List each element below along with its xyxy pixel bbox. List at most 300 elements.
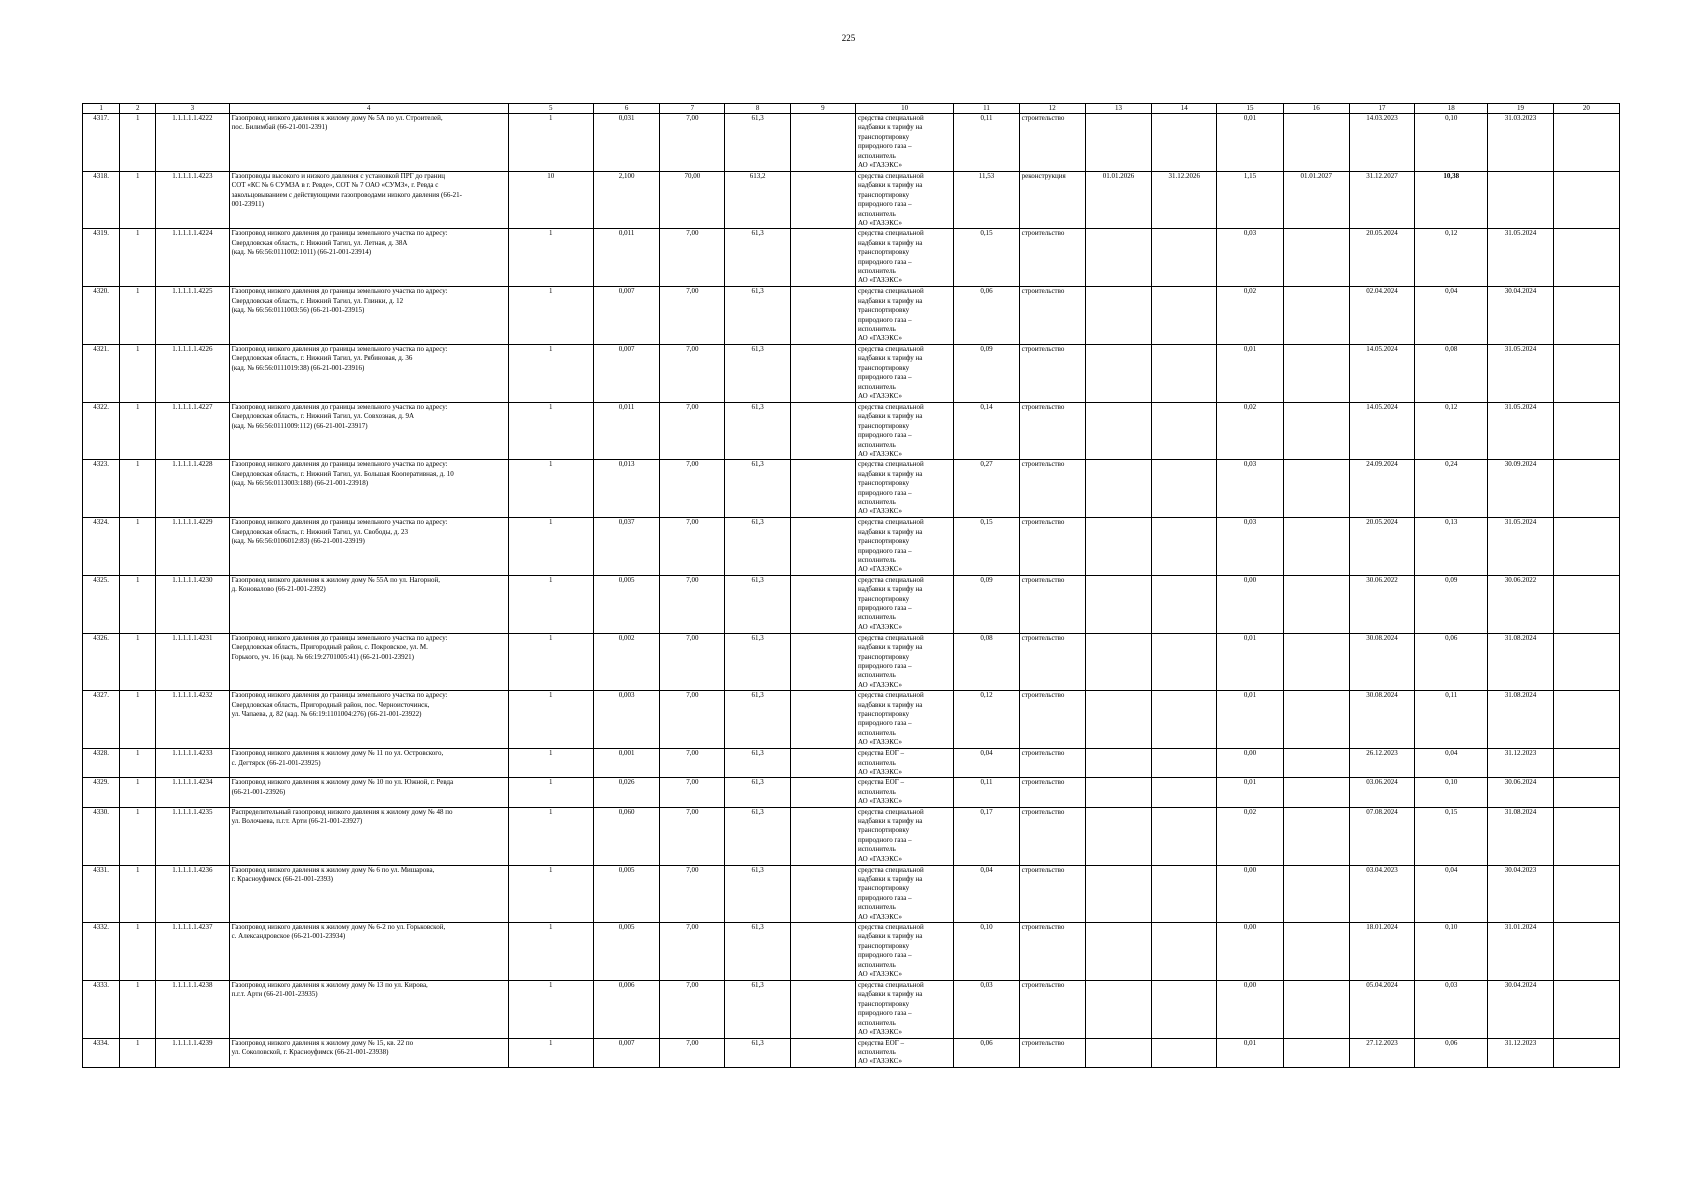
row-number: 4330. [83, 807, 120, 865]
col-9-value [790, 114, 855, 172]
col-20-value [1553, 172, 1619, 229]
table-row [83, 691, 1620, 749]
project-code: 1.1.1.1.1.4234 [156, 778, 229, 807]
col-5-value: 1 [508, 287, 593, 344]
work-type: строительство [1019, 778, 1085, 807]
col-15-value: 0,02 [1217, 807, 1283, 865]
start-date-1 [1085, 981, 1151, 1038]
completion-date: 31.12.2023 [1488, 749, 1553, 778]
col-15-value: 0,02 [1217, 287, 1283, 344]
column-number-7: 7 [660, 104, 725, 114]
start-date-2 [1283, 344, 1349, 402]
funding-source: средства специальной надбавки к тарифу на транспортировку природного газа – исполнитель АО «ГАЗЭКС» [855, 344, 953, 402]
completion-date: 30.09.2024 [1488, 460, 1553, 518]
col-5-value: 1 [508, 402, 593, 459]
work-type: строительство [1019, 402, 1085, 459]
col-18-value: 0,12 [1415, 229, 1488, 287]
column-number-13: 13 [1085, 104, 1151, 114]
end-date-1 [1152, 344, 1217, 402]
column-number-14: 14 [1152, 104, 1217, 114]
col-20-value [1553, 518, 1619, 575]
project-description: Газопровод низкого давления к жилому дому № 11 по ул. Островского, с. Дегтярск (66-21-001-23925) [229, 749, 508, 778]
end-date-2: 27.12.2023 [1349, 1038, 1414, 1067]
col-7-value: 7,00 [660, 749, 725, 778]
col-18-value: 0,11 [1415, 691, 1488, 749]
col-5-value: 1 [508, 923, 593, 981]
table-row [83, 778, 1620, 807]
col-9-value [790, 172, 855, 229]
start-date-2 [1283, 402, 1349, 459]
end-date-2: 02.04.2024 [1349, 287, 1414, 344]
funding-source: средства специальной надбавки к тарифу на транспортировку природного газа – исполнитель АО «ГАЗЭКС» [855, 518, 953, 575]
col-7-value: 7,00 [660, 865, 725, 922]
row-number: 4329. [83, 778, 120, 807]
start-date-1 [1085, 402, 1151, 459]
start-date-1 [1085, 691, 1151, 749]
col-7-value: 7,00 [660, 402, 725, 459]
col-2-value: 1 [120, 460, 156, 518]
col-20-value [1553, 344, 1619, 402]
col-7-value: 7,00 [660, 344, 725, 402]
row-number: 4319. [83, 229, 120, 287]
funding-source: средства специальной надбавки к тарифу на транспортировку природного газа – исполнитель АО «ГАЗЭКС» [855, 691, 953, 749]
project-code: 1.1.1.1.1.4225 [156, 287, 229, 344]
project-code: 1.1.1.1.1.4235 [156, 807, 229, 865]
col-15-value: 0,00 [1217, 981, 1283, 1038]
start-date-1 [1085, 807, 1151, 865]
col-2-value: 1 [120, 749, 156, 778]
cost-value: 0,08 [954, 633, 1019, 690]
funding-source: средства ЕОГ – исполнитель АО «ГАЗЭКС» [855, 1038, 953, 1067]
cost-value: 11,53 [954, 172, 1019, 229]
project-description: Газопровод низкого давления к жилому дому № 13 по ул. Кирова, п.г.т. Арти (66-21-001-23935) [229, 981, 508, 1038]
completion-date: 31.05.2024 [1488, 344, 1553, 402]
end-date-2: 14.05.2024 [1349, 344, 1414, 402]
col-18-value: 0,08 [1415, 344, 1488, 402]
col-2-value: 1 [120, 778, 156, 807]
col-5-value: 1 [508, 981, 593, 1038]
col-15-value: 0,01 [1217, 691, 1283, 749]
col-2-value: 1 [120, 518, 156, 575]
funding-source: средства специальной надбавки к тарифу на транспортировку природного газа – исполнитель АО «ГАЗЭКС» [855, 923, 953, 981]
work-type: строительство [1019, 1038, 1085, 1067]
col-8-value: 61,3 [725, 981, 790, 1038]
completion-date: 31.05.2024 [1488, 229, 1553, 287]
project-code: 1.1.1.1.1.4226 [156, 344, 229, 402]
start-date-1 [1085, 865, 1151, 922]
length-value: 0,007 [593, 287, 659, 344]
table-row [83, 981, 1620, 1038]
end-date-1 [1152, 749, 1217, 778]
col-15-value: 0,01 [1217, 114, 1283, 172]
length-value: 0,026 [593, 778, 659, 807]
start-date-1 [1085, 1038, 1151, 1067]
page-number: 225 [841, 33, 856, 43]
column-number-1: 1 [83, 104, 120, 114]
col-5-value: 1 [508, 865, 593, 922]
end-date-1 [1152, 229, 1217, 287]
row-number: 4320. [83, 287, 120, 344]
col-20-value [1553, 749, 1619, 778]
cost-value: 0,11 [954, 114, 1019, 172]
table-row [83, 633, 1620, 690]
start-date-1: 01.01.2026 [1085, 172, 1151, 229]
col-20-value [1553, 575, 1619, 633]
column-number-15: 15 [1217, 104, 1283, 114]
project-description: Газопровод низкого давления до границы земельного участка по адресу: Свердловская область, г. Нижний Тагил, ул. Глинки, д. 12 (кад. № 66:56:0111003:56) (66-21-001-23915) [229, 287, 508, 344]
funding-source: средства специальной надбавки к тарифу на транспортировку природного газа – исполнитель АО «ГАЗЭКС» [855, 981, 953, 1038]
investment-program-table [82, 103, 1620, 1068]
project-code: 1.1.1.1.1.4238 [156, 981, 229, 1038]
length-value: 0,003 [593, 691, 659, 749]
table-row [83, 749, 1620, 778]
col-2-value: 1 [120, 865, 156, 922]
col-8-value: 61,3 [725, 807, 790, 865]
end-date-2: 30.08.2024 [1349, 691, 1414, 749]
col-9-value [790, 287, 855, 344]
col-8-value: 61,3 [725, 923, 790, 981]
col-5-value: 1 [508, 691, 593, 749]
start-date-1 [1085, 229, 1151, 287]
col-15-value: 0,00 [1217, 923, 1283, 981]
funding-source: средства специальной надбавки к тарифу на транспортировку природного газа – исполнитель АО «ГАЗЭКС» [855, 865, 953, 922]
col-9-value [790, 691, 855, 749]
project-code: 1.1.1.1.1.4237 [156, 923, 229, 981]
end-date-1 [1152, 865, 1217, 922]
col-15-value: 0,00 [1217, 865, 1283, 922]
col-15-value: 0,01 [1217, 1038, 1283, 1067]
col-20-value [1553, 114, 1619, 172]
start-date-2 [1283, 633, 1349, 690]
col-8-value: 61,3 [725, 691, 790, 749]
cost-value: 0,10 [954, 923, 1019, 981]
col-20-value [1553, 778, 1619, 807]
col-20-value [1553, 691, 1619, 749]
end-date-2: 05.04.2024 [1349, 981, 1414, 1038]
length-value: 0,007 [593, 1038, 659, 1067]
col-5-value: 1 [508, 778, 593, 807]
length-value: 0,006 [593, 981, 659, 1038]
col-20-value [1553, 229, 1619, 287]
project-description: Газопровод низкого давления до границы земельного участка по адресу: Свердловская область, г. Нижний Тагил, ул. Большая Кооперативная, д. 10 (кад. № 66:56:0113003:188) (66-21-001-23918) [229, 460, 508, 518]
funding-source: средства специальной надбавки к тарифу на транспортировку природного газа – исполнитель АО «ГАЗЭКС» [855, 172, 953, 229]
end-date-1 [1152, 114, 1217, 172]
col-2-value: 1 [120, 172, 156, 229]
project-description: Газопровод низкого давления до границы земельного участка по адресу: Свердловская область, Пригородный район, с. Покровское, ул. М. Горького, уч. 16 (кад. № 66:19:2701005:41) (66-21-001-23921) [229, 633, 508, 690]
col-8-value: 61,3 [725, 287, 790, 344]
start-date-2 [1283, 287, 1349, 344]
project-description: Газопровод низкого давления до границы земельного участка по адресу: Свердловская область, г. Нижний Тагил, ул. Свободы, д. 23 (кад. № 66:56:0106012:83) (66-21-001-23919) [229, 518, 508, 575]
start-date-1 [1085, 749, 1151, 778]
col-5-value: 1 [508, 344, 593, 402]
work-type: строительство [1019, 981, 1085, 1038]
col-15-value: 0,03 [1217, 229, 1283, 287]
funding-source: средства специальной надбавки к тарифу на транспортировку природного газа – исполнитель АО «ГАЗЭКС» [855, 460, 953, 518]
table-row [83, 923, 1620, 981]
row-number: 4333. [83, 981, 120, 1038]
col-15-value: 1,15 [1217, 172, 1283, 229]
col-9-value [790, 402, 855, 459]
end-date-2: 30.08.2024 [1349, 633, 1414, 690]
col-18-value: 0,06 [1415, 633, 1488, 690]
col-2-value: 1 [120, 633, 156, 690]
start-date-2 [1283, 1038, 1349, 1067]
project-code: 1.1.1.1.1.4224 [156, 229, 229, 287]
completion-date: 30.06.2024 [1488, 778, 1553, 807]
table-row [83, 865, 1620, 922]
col-20-value [1553, 981, 1619, 1038]
end-date-1: 31.12.2026 [1152, 172, 1217, 229]
col-18-value: 0,04 [1415, 865, 1488, 922]
end-date-2: 20.05.2024 [1349, 518, 1414, 575]
length-value: 0,011 [593, 402, 659, 459]
col-2-value: 1 [120, 691, 156, 749]
col-8-value: 61,3 [725, 114, 790, 172]
cost-value: 0,03 [954, 981, 1019, 1038]
start-date-1 [1085, 518, 1151, 575]
col-18-value: 0,06 [1415, 1038, 1488, 1067]
col-2-value: 1 [120, 229, 156, 287]
row-number: 4332. [83, 923, 120, 981]
end-date-2: 20.05.2024 [1349, 229, 1414, 287]
col-9-value [790, 633, 855, 690]
table-row [83, 172, 1620, 229]
funding-source: средства специальной надбавки к тарифу на транспортировку природного газа – исполнитель АО «ГАЗЭКС» [855, 114, 953, 172]
col-5-value: 1 [508, 229, 593, 287]
row-number: 4328. [83, 749, 120, 778]
row-number: 4325. [83, 575, 120, 633]
column-number-19: 19 [1488, 104, 1553, 114]
length-value: 0,005 [593, 865, 659, 922]
col-7-value: 7,00 [660, 1038, 725, 1067]
table-row [83, 229, 1620, 287]
completion-date: 30.06.2022 [1488, 575, 1553, 633]
funding-source: средства ЕОГ – исполнитель АО «ГАЗЭКС» [855, 778, 953, 807]
project-code: 1.1.1.1.1.4231 [156, 633, 229, 690]
start-date-1 [1085, 287, 1151, 344]
col-8-value: 61,3 [725, 865, 790, 922]
funding-source: средства специальной надбавки к тарифу на транспортировку природного газа – исполнитель АО «ГАЗЭКС» [855, 807, 953, 865]
col-18-value: 0,09 [1415, 575, 1488, 633]
col-18-value: 0,15 [1415, 807, 1488, 865]
funding-source: средства специальной надбавки к тарифу на транспортировку природного газа – исполнитель АО «ГАЗЭКС» [855, 575, 953, 633]
col-18-value: 0,24 [1415, 460, 1488, 518]
completion-date: 31.08.2024 [1488, 807, 1553, 865]
col-7-value: 7,00 [660, 460, 725, 518]
col-5-value: 1 [508, 460, 593, 518]
start-date-1 [1085, 923, 1151, 981]
col-8-value: 61,3 [725, 633, 790, 690]
column-number-2: 2 [120, 104, 156, 114]
project-code: 1.1.1.1.1.4230 [156, 575, 229, 633]
table-row [83, 807, 1620, 865]
project-description: Газопровод низкого давления к жилому дому № 10 по ул. Южной, г. Ревда (66-21-001-23926) [229, 778, 508, 807]
end-date-2: 18.01.2024 [1349, 923, 1414, 981]
cost-value: 0,14 [954, 402, 1019, 459]
end-date-1 [1152, 402, 1217, 459]
col-5-value: 1 [508, 1038, 593, 1067]
column-number-5: 5 [508, 104, 593, 114]
work-type: реконструкция [1019, 172, 1085, 229]
col-8-value: 61,3 [725, 575, 790, 633]
col-20-value [1553, 1038, 1619, 1067]
col-15-value: 0,02 [1217, 402, 1283, 459]
column-number-12: 12 [1019, 104, 1085, 114]
project-code: 1.1.1.1.1.4223 [156, 172, 229, 229]
col-8-value: 61,3 [725, 229, 790, 287]
project-description: Газопровод низкого давления к жилому дому № 6 по ул. Мишарова, г. Красноуфимск (66-21-001-2393) [229, 865, 508, 922]
column-number-18: 18 [1415, 104, 1488, 114]
project-code: 1.1.1.1.1.4236 [156, 865, 229, 922]
col-9-value [790, 575, 855, 633]
start-date-2 [1283, 865, 1349, 922]
column-number-10: 10 [855, 104, 953, 114]
completion-date: 31.08.2024 [1488, 691, 1553, 749]
end-date-1 [1152, 287, 1217, 344]
completion-date: 30.04.2024 [1488, 287, 1553, 344]
col-9-value [790, 344, 855, 402]
cost-value: 0,09 [954, 344, 1019, 402]
project-description: Распределительный газопровод низкого давления к жилому дому № 48 по ул. Волочаева, п.г.т. Арти (66-21-001-23927) [229, 807, 508, 865]
end-date-2: 14.03.2023 [1349, 114, 1414, 172]
funding-source: средства специальной надбавки к тарифу на транспортировку природного газа – исполнитель АО «ГАЗЭКС» [855, 287, 953, 344]
table-row [83, 1038, 1620, 1067]
col-8-value: 61,3 [725, 344, 790, 402]
length-value: 0,011 [593, 229, 659, 287]
work-type: строительство [1019, 575, 1085, 633]
col-8-value: 61,3 [725, 460, 790, 518]
col-9-value [790, 778, 855, 807]
project-description: Газопровод низкого давления до границы земельного участка по адресу: Свердловская область, г. Нижний Тагил, ул. Летная, д. 38А (кад. № 66:56:0111002:1011) (66-21-001-23914) [229, 229, 508, 287]
end-date-1 [1152, 778, 1217, 807]
end-date-2: 03.04.2023 [1349, 865, 1414, 922]
work-type: строительство [1019, 923, 1085, 981]
col-18-value: 0,04 [1415, 749, 1488, 778]
work-type: строительство [1019, 460, 1085, 518]
end-date-1 [1152, 981, 1217, 1038]
end-date-2: 14.05.2024 [1349, 402, 1414, 459]
row-number: 4334. [83, 1038, 120, 1067]
cost-value: 0,11 [954, 778, 1019, 807]
start-date-1 [1085, 778, 1151, 807]
project-description: Газопровод низкого давления к жилому дому № 5А по ул. Строителей, пос. Билимбай (66-21-001-2391) [229, 114, 508, 172]
funding-source: средства специальной надбавки к тарифу на транспортировку природного газа – исполнитель АО «ГАЗЭКС» [855, 229, 953, 287]
col-15-value: 0,00 [1217, 749, 1283, 778]
completion-date: 31.08.2024 [1488, 633, 1553, 690]
work-type: строительство [1019, 633, 1085, 690]
col-7-value: 70,00 [660, 172, 725, 229]
work-type: строительство [1019, 749, 1085, 778]
completion-date: 31.05.2024 [1488, 518, 1553, 575]
project-description: Газопровод низкого давления к жилому дому № 15, кв. 22 по ул. Соколовской, г. Красноуфимск (66-21-001-23938) [229, 1038, 508, 1067]
col-18-value: 0,12 [1415, 402, 1488, 459]
start-date-2 [1283, 807, 1349, 865]
end-date-1 [1152, 633, 1217, 690]
col-5-value: 1 [508, 518, 593, 575]
end-date-1 [1152, 807, 1217, 865]
table-row [83, 460, 1620, 518]
col-20-value [1553, 807, 1619, 865]
table-row [83, 344, 1620, 402]
project-code: 1.1.1.1.1.4227 [156, 402, 229, 459]
length-value: 0,007 [593, 344, 659, 402]
col-2-value: 1 [120, 807, 156, 865]
col-20-value [1553, 865, 1619, 922]
col-2-value: 1 [120, 575, 156, 633]
col-7-value: 7,00 [660, 691, 725, 749]
length-value: 0,001 [593, 749, 659, 778]
col-5-value: 1 [508, 114, 593, 172]
cost-value: 0,06 [954, 1038, 1019, 1067]
row-number: 4331. [83, 865, 120, 922]
start-date-2 [1283, 749, 1349, 778]
column-number-8: 8 [725, 104, 790, 114]
cost-value: 0,09 [954, 575, 1019, 633]
row-number: 4327. [83, 691, 120, 749]
end-date-1 [1152, 691, 1217, 749]
length-value: 0,005 [593, 923, 659, 981]
col-8-value: 61,3 [725, 778, 790, 807]
col-8-value: 613,2 [725, 172, 790, 229]
col-20-value [1553, 923, 1619, 981]
end-date-1 [1152, 923, 1217, 981]
col-7-value: 7,00 [660, 518, 725, 575]
project-description: Газопроводы высокого и низкого давления с установкой ПРГ до границ СОТ «КС № 6 СУМЗА в г. Ревде», СОТ № 7 ОАО «СУМЗ», г. Ревда с закольцовыванием с действующими газопроводами низкого давления (66-21- 001-23911) [229, 172, 508, 229]
start-date-2 [1283, 114, 1349, 172]
project-description: Газопровод низкого давления к жилому дому № 6-2 по ул. Горьковской, с. Александровское (66-21-001-23934) [229, 923, 508, 981]
row-number: 4324. [83, 518, 120, 575]
work-type: строительство [1019, 691, 1085, 749]
project-description: Газопровод низкого давления до границы земельного участка по адресу: Свердловская область, Пригородный район, пос. Черноисточинск, ул. Чапаева, д. 82 (кад. № 66:19:1101004:276) (66-21-001-23922) [229, 691, 508, 749]
row-number: 4323. [83, 460, 120, 518]
length-value: 0,002 [593, 633, 659, 690]
start-date-2 [1283, 518, 1349, 575]
col-9-value [790, 1038, 855, 1067]
cost-value: 0,27 [954, 460, 1019, 518]
col-9-value [790, 460, 855, 518]
col-9-value [790, 518, 855, 575]
col-5-value: 1 [508, 575, 593, 633]
cost-value: 0,06 [954, 287, 1019, 344]
project-code: 1.1.1.1.1.4222 [156, 114, 229, 172]
start-date-1 [1085, 633, 1151, 690]
cost-value: 0,15 [954, 229, 1019, 287]
start-date-1 [1085, 114, 1151, 172]
col-18-value: 0,03 [1415, 981, 1488, 1038]
col-2-value: 1 [120, 402, 156, 459]
project-code: 1.1.1.1.1.4239 [156, 1038, 229, 1067]
col-18-value: 0,10 [1415, 923, 1488, 981]
work-type: строительство [1019, 344, 1085, 402]
length-value: 0,060 [593, 807, 659, 865]
start-date-1 [1085, 575, 1151, 633]
col-15-value: 0,01 [1217, 633, 1283, 690]
project-code: 1.1.1.1.1.4232 [156, 691, 229, 749]
length-value: 0,005 [593, 575, 659, 633]
col-8-value: 61,3 [725, 402, 790, 459]
col-18-value: 0,13 [1415, 518, 1488, 575]
project-description: Газопровод низкого давления к жилому дому № 55А по ул. Нагорной, д. Коновалово (66-21-001-2392) [229, 575, 508, 633]
funding-source: средства ЕОГ – исполнитель АО «ГАЗЭКС» [855, 749, 953, 778]
completion-date: 31.05.2024 [1488, 402, 1553, 459]
col-9-value [790, 865, 855, 922]
cost-value: 0,17 [954, 807, 1019, 865]
column-number-20: 20 [1553, 104, 1619, 114]
length-value: 0,013 [593, 460, 659, 518]
column-number-9: 9 [790, 104, 855, 114]
column-number-4: 4 [229, 104, 508, 114]
col-7-value: 7,00 [660, 923, 725, 981]
